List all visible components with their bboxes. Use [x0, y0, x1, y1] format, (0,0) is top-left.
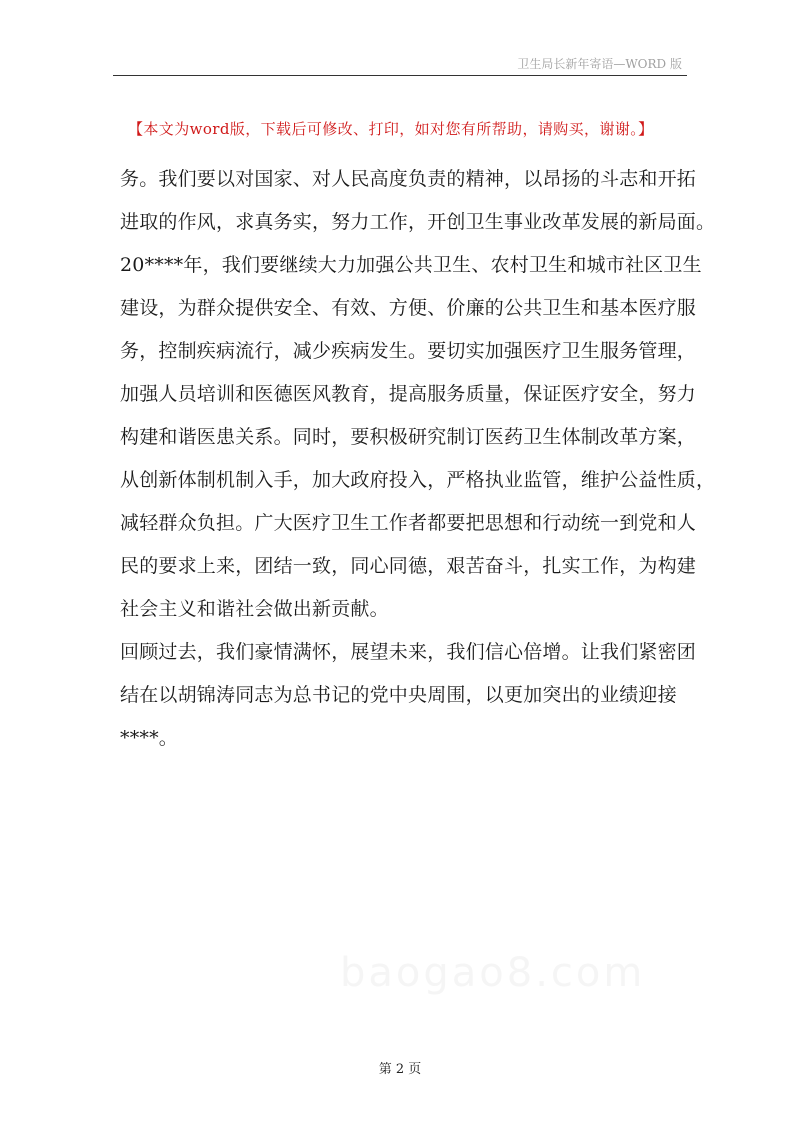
header-title: 卫生局长新年寄语—WORD 版 [517, 57, 682, 71]
body-line: 回顾过去，我们豪情满怀，展望未来，我们信心倍增。让我们紧密团 [120, 641, 697, 663]
header-divider [113, 75, 687, 76]
body-line: 构建和谐医患关系。同时，要积极研究制订医药卫生体制改革方案， [120, 426, 697, 448]
document-body [120, 158, 716, 760]
body-line: 减轻群众负担。广大医疗卫生工作者都要把思想和行动统一到党和人 [120, 512, 697, 534]
body-line: 务，控制疾病流行，减少疾病发生。要切实加强医疗卫生服务管理， [120, 340, 697, 362]
body-line: ****。 [120, 727, 179, 749]
purchase-notice: 【本文为word版，下载后可修改、打印，如对您有所帮助，请购买，谢谢。】 [128, 120, 654, 138]
body-line: 结在以胡锦涛同志为总书记的党中央周围，以更加突出的业绩迎接 [120, 684, 677, 706]
body-line: 进取的作风，求真务实，努力工作，开创卫生事业改革发展的新局面。 [120, 211, 716, 233]
body-line: 民的要求上来，团结一致，同心同德，艰苦奋斗，扎实工作，为构建 [120, 555, 697, 577]
page-number: 第 2 页 [378, 1062, 422, 1077]
watermark: baogao8.com [340, 950, 646, 996]
body-line: 务。我们要以对国家、对人民高度负责的精神，以昂扬的斗志和开拓 [120, 168, 697, 190]
body-line: 建设，为群众提供安全、有效、方便、价廉的公共卫生和基本医疗服 [120, 297, 697, 319]
body-line: 20****年，我们要继续大力加强公共卫生、农村卫生和城市社区卫生 [120, 254, 702, 276]
body-line: 社会主义和谐社会做出新贡献。 [120, 598, 389, 620]
body-line: 加强人员培训和医德医风教育，提高服务质量，保证医疗安全，努力 [120, 383, 697, 405]
body-line: 从创新体制机制入手，加大政府投入，严格执业监管，维护公益性质， [120, 469, 716, 491]
